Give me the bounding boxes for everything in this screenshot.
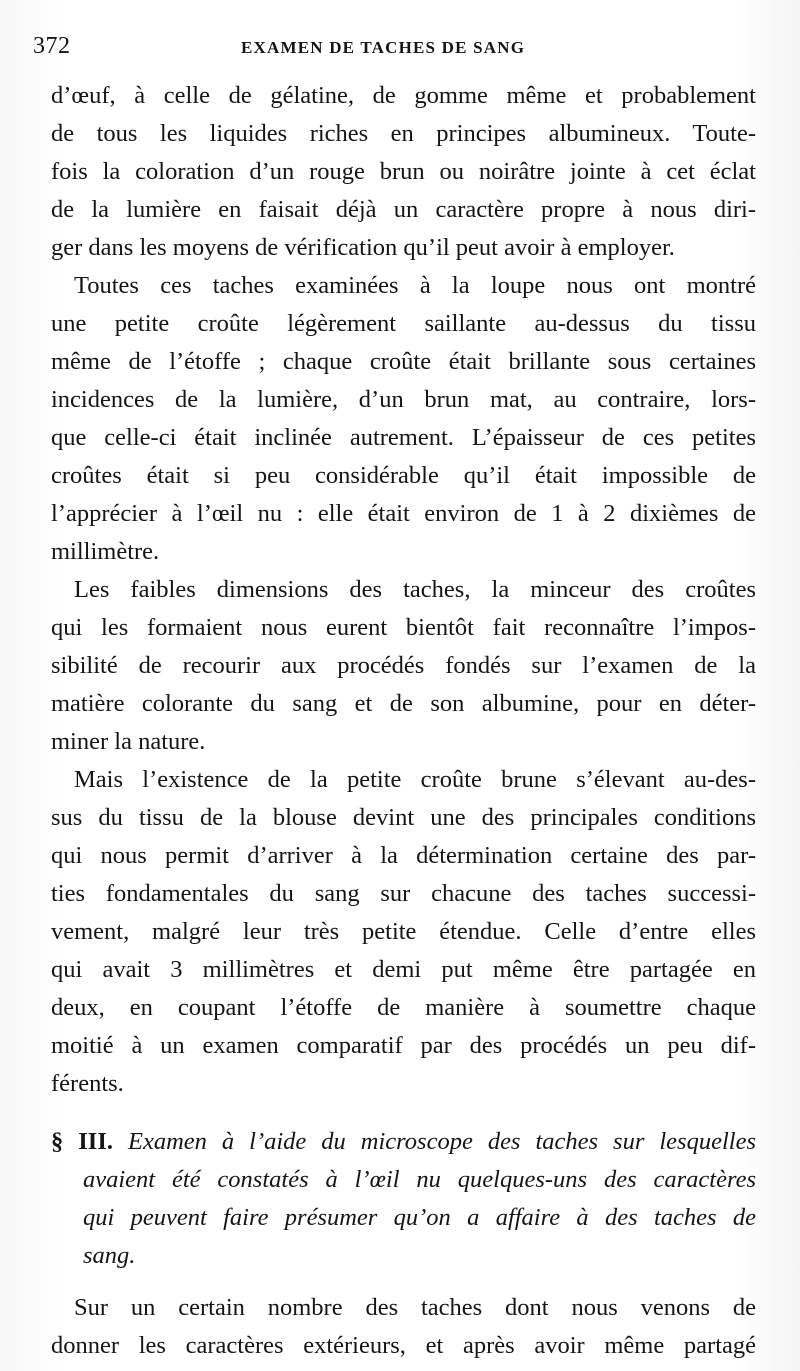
text-line: sus du tissu de la blouse devint une des principales conditions	[51, 804, 756, 831]
text-line: qui les formaient nous eurent bientôt fait reconnaître l’impos-	[51, 614, 756, 641]
text-line: donner les caractères extérieurs, et après avoir même partagé	[51, 1332, 756, 1359]
text-line: vement, malgré leur très petite étendue. Celle d’entre elles	[51, 918, 756, 945]
text-line: Les faibles dimensions des taches, la minceur des croûtes	[74, 576, 756, 603]
text-line: ger dans les moyens de vérification qu’il peut avoir à employer.	[51, 234, 675, 261]
paragraph-1	[51, 77, 756, 267]
paragraph-4	[51, 761, 756, 1103]
text-line: qui avait 3 millimètres et demi put même être partagée en	[51, 956, 756, 983]
text-line: Mais l’existence de la petite croûte brune s’élevant au-des-	[74, 766, 756, 793]
text-line: miner la nature.	[51, 728, 206, 755]
section-heading-line: sang.	[83, 1242, 136, 1269]
paragraph-5	[51, 1289, 756, 1365]
text-line: l’apprécier à l’œil nu : elle était environ de 1 à 2 dixièmes de	[51, 500, 756, 527]
text-line: même de l’étoffe ; chaque croûte était brillante sous certaines	[51, 348, 756, 375]
running-title: EXAMEN DE TACHES DE SANG	[241, 38, 526, 57]
text-line: millimètre.	[51, 538, 160, 565]
section-title: Examen à l’aide du microscope des taches sur lesquelles	[127, 1128, 756, 1155]
text-line: incidences de la lumière, d’un brun mat, au contraire, lors-	[51, 386, 756, 413]
text-line: Sur un certain nombre des taches dont nous venons de	[74, 1294, 756, 1321]
section-spacer	[51, 1103, 756, 1115]
text-line: que celle-ci était inclinée autrement. L’épaisseur de ces petites	[51, 424, 756, 451]
text-line: une petite croûte légèrement saillante au-dessus du tissu	[51, 310, 756, 337]
text-line: croûtes était si peu considérable qu’il était impossible de	[51, 462, 756, 489]
text-line: qui nous permit d’arriver à la détermination certaine des par-	[51, 842, 756, 869]
text-line: de la lumière en faisait déjà un caractère propre à nous diri-	[51, 196, 756, 223]
section-heading-line: avaient été constatés à l’œil nu quelques-uns des caractères	[83, 1166, 756, 1193]
body-text	[51, 77, 756, 1365]
text-line: moitié à un examen comparatif par des procédés un peu dif-	[51, 1032, 756, 1059]
section-heading-line: qui peuvent faire présumer qu’on a affaire à des taches de	[83, 1204, 756, 1231]
text-line: ties fondamentales du sang sur chacune des taches successi-	[51, 880, 756, 907]
paragraph-3	[51, 571, 756, 761]
page-header	[33, 33, 773, 73]
text-line: deux, en coupant l’étoffe de manière à soumettre chaque	[51, 994, 756, 1021]
paragraph-2	[51, 267, 756, 571]
text-line: Toutes ces taches examinées à la loupe nous ont montré	[74, 272, 756, 299]
section-mark: § III.	[51, 1128, 113, 1155]
text-line: d’œuf, à celle de gélatine, de gomme même et probablement	[51, 82, 756, 109]
text-line: de tous les liquides riches en principes albumineux. Toute-	[51, 120, 756, 147]
section-heading	[51, 1123, 756, 1275]
page-number: 372	[33, 33, 71, 59]
text-line: fois la coloration d’un rouge brun ou noirâtre jointe à cet éclat	[51, 158, 756, 185]
text-line: sibilité de recourir aux procédés fondés sur l’examen de la	[51, 652, 756, 679]
section-heading-line	[51, 1123, 756, 1161]
text-line: férents.	[51, 1070, 124, 1097]
text-line: matière colorante du sang et de son albumine, pour en déter-	[51, 690, 756, 717]
